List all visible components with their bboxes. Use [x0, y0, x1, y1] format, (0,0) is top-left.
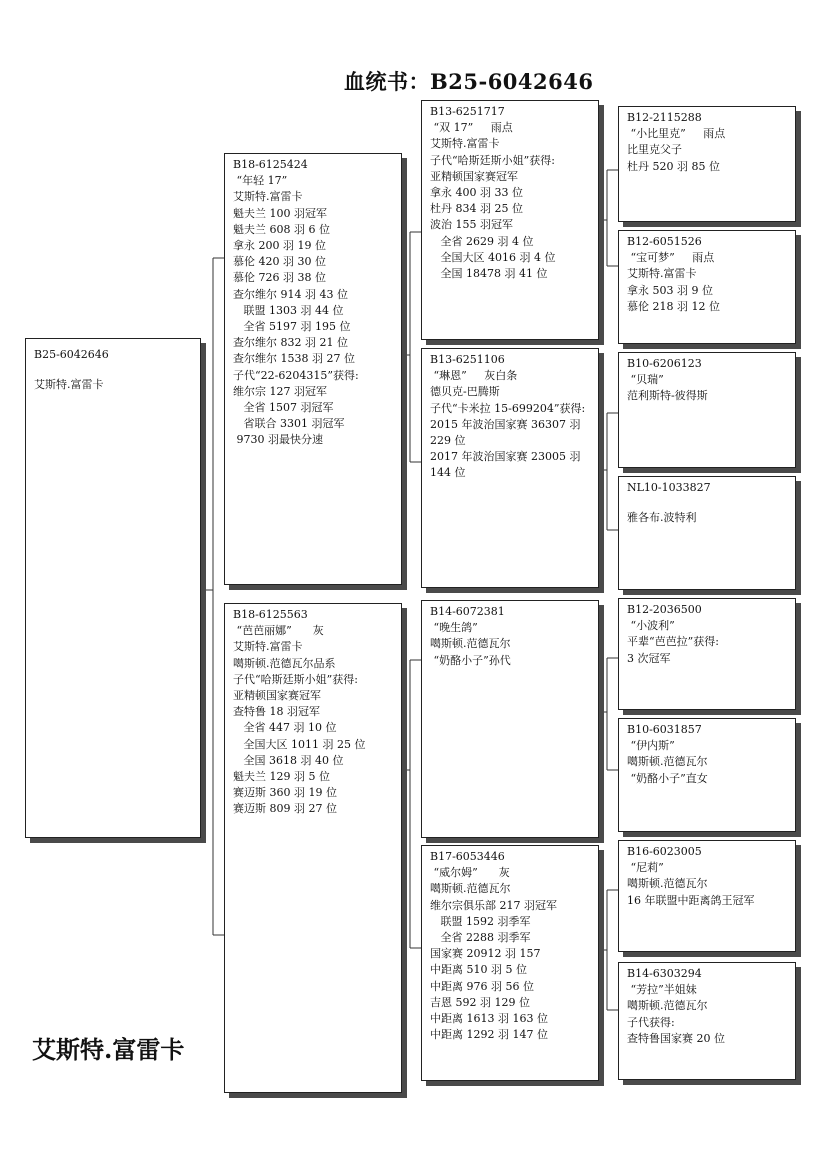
card-line: 2015 年波治国家赛 36307 羽 229 位	[430, 417, 584, 448]
ring-number: B18-6125424	[233, 158, 308, 171]
card-line: 查尔维尔 832 羽 21 位	[233, 336, 348, 350]
card-line: “芳拉”半姐妹	[627, 983, 697, 997]
card-line: 全国 18478 羽 41 位	[430, 267, 548, 281]
card-line: 中距离 1613 羽 163 位	[430, 1012, 548, 1026]
card-line: 德贝克-巴腾斯	[430, 385, 500, 399]
card-line: 查尔维尔 1538 羽 27 位	[233, 352, 355, 366]
card-line: 全省 5197 羽 195 位	[233, 320, 351, 334]
card-line: 全省 2629 羽 4 位	[430, 234, 534, 248]
dam-dam-sire-card	[618, 840, 796, 952]
card-line: 噶斯顿.范德瓦尔	[430, 637, 511, 651]
card-line: 全国大区 1011 羽 25 位	[233, 737, 366, 751]
card-line: 魁夫兰 608 羽 6 位	[233, 222, 330, 236]
sire-dam-dam-card	[618, 476, 796, 590]
dam-sire-card	[421, 600, 599, 838]
card-line: 慕伦 420 羽 30 位	[233, 255, 326, 269]
card-line: 子代获得:	[627, 1015, 675, 1029]
card-line: 全省 447 羽 10 位	[233, 721, 337, 735]
ring-number: B12-2036500	[627, 603, 702, 616]
dam-sire-sire-card	[618, 598, 796, 710]
card-line: 9730 羽最快分速	[233, 433, 323, 447]
card-line: 子代“哈斯廷斯小姐”获得:	[233, 672, 358, 686]
card-line: “晚生鸽”	[430, 621, 478, 635]
card-line: 拿永 400 羽 33 位	[430, 186, 523, 200]
sire-card	[224, 153, 402, 585]
ring-number: NL10-1033827	[627, 481, 711, 494]
card-line: 全国 3618 羽 40 位	[233, 753, 344, 767]
card-line: 魁夫兰 129 羽 5 位	[233, 770, 330, 784]
card-line: 维尔宗俱乐部 217 羽冠军	[430, 898, 557, 912]
dam-dam-card	[421, 845, 599, 1081]
card-line: 联盟 1303 羽 44 位	[233, 303, 344, 317]
ring-number: B10-6031857	[627, 723, 702, 736]
card-line: 全省 1507 羽冠军	[233, 401, 334, 415]
breeder-name: 艾斯特.富雷卡	[34, 378, 104, 392]
card-line: “宝可梦” 雨点	[627, 251, 715, 265]
card-line: 赛迈斯 809 羽 27 位	[233, 802, 337, 816]
card-line: 子代“22-6204315”获得:	[233, 368, 359, 382]
card-line: 雅各布.波特利	[627, 511, 697, 525]
card-line: 国家赛 20912 羽 157	[430, 947, 541, 961]
ring-number: B10-6206123	[627, 357, 702, 370]
card-line: “威尔姆” 灰	[430, 866, 510, 880]
card-line: 波治 155 羽冠军	[430, 218, 513, 232]
card-line: 慕伦 218 羽 12 位	[627, 299, 720, 313]
card-line: 全国大区 4016 羽 4 位	[430, 250, 556, 264]
dam-sire-dam-card	[618, 718, 796, 832]
card-line: 拿永 503 羽 9 位	[627, 283, 713, 297]
card-line: 2017 年波治国家赛 23005 羽 144 位	[430, 450, 584, 480]
ring-number: B17-6053446	[430, 850, 505, 863]
ring-number: B25-6042646	[34, 348, 109, 361]
sire-dam-card	[421, 348, 599, 588]
card-line: 16 年联盟中距离鸽王冠军	[627, 893, 755, 907]
card-line: 吉恩 592 羽 129 位	[430, 995, 530, 1009]
card-line: 噶斯顿.范德瓦尔	[430, 882, 511, 896]
card-line: “奶酪小子”直女	[627, 771, 708, 785]
card-line: 平辈“芭芭拉”获得:	[627, 635, 719, 649]
ring-number: B12-2115288	[627, 111, 702, 124]
card-line: 查特鲁国家赛 20 位	[627, 1031, 725, 1045]
ring-number: B14-6072381	[430, 605, 505, 618]
card-line: 噶斯顿.范德瓦尔	[627, 755, 708, 769]
card-line: “小波利”	[627, 619, 675, 633]
card-line: 中距离 1292 羽 147 位	[430, 1028, 548, 1042]
card-line: 亚精顿国家赛冠军	[430, 169, 518, 183]
card-line: 范利斯特-彼得斯	[627, 389, 708, 403]
ring-number: B18-6125563	[233, 608, 308, 621]
card-line: 拿永 200 羽 19 位	[233, 239, 326, 253]
card-line: 比里克父子	[627, 143, 682, 157]
card-line: 艾斯特.富雷卡	[233, 640, 303, 654]
card-line: 全省 2288 羽季军	[430, 931, 531, 945]
ring-number: B13-6251717	[430, 105, 505, 118]
card-line: “琳恩” 灰白条	[430, 369, 518, 383]
card-line: 查尔维尔 914 羽 43 位	[233, 287, 348, 301]
card-line: 查特鲁 18 羽冠军	[233, 705, 320, 719]
card-line: 艾斯特.富雷卡	[627, 267, 697, 281]
ring-number: B16-6023005	[627, 845, 702, 858]
card-line: 赛迈斯 360 羽 19 位	[233, 786, 337, 800]
card-line: 慕伦 726 羽 38 位	[233, 271, 326, 285]
card-line: “奶酪小子”孙代	[430, 653, 511, 667]
dam-dam-dam-card	[618, 962, 796, 1080]
pigeon-owner-name: 艾斯特.富雷卡	[32, 1035, 185, 1064]
card-line: “伊内斯”	[627, 739, 675, 753]
card-line: 魁夫兰 100 羽冠军	[233, 206, 327, 220]
subject-pigeon-card	[25, 338, 201, 838]
card-line: 杜丹 834 羽 25 位	[430, 202, 523, 216]
card-line: 噶斯顿.范德瓦尔	[627, 999, 708, 1013]
card-line: 噶斯顿.范德瓦尔	[627, 877, 708, 891]
card-line: 中距离 976 羽 56 位	[430, 979, 534, 993]
ring-number: B14-6303294	[627, 967, 702, 980]
card-line: 噶斯顿.范德瓦尔品系	[233, 656, 336, 670]
card-line: 子代“卡米拉 15-699204”获得:	[430, 401, 586, 415]
card-line: 亚精顿国家赛冠军	[233, 689, 321, 703]
card-line: “年轻 17”	[233, 174, 288, 188]
sire-sire-dam-card	[618, 230, 796, 344]
card-line: “芭芭丽娜” 灰	[233, 624, 324, 638]
card-line: 杜丹 520 羽 85 位	[627, 159, 720, 173]
sire-sire-card	[421, 100, 599, 340]
card-line: “贝瑞”	[627, 373, 664, 387]
card-line: 艾斯特.富雷卡	[430, 137, 500, 151]
card-line: 3 次冠军	[627, 651, 671, 665]
card-line: 维尔宗 127 羽冠军	[233, 384, 327, 398]
card-line: 联盟 1592 羽季军	[430, 914, 531, 928]
sire-sire-sire-card	[618, 106, 796, 222]
sire-dam-sire-card	[618, 352, 796, 468]
dam-card	[224, 603, 402, 1093]
ring-number: B12-6051526	[627, 235, 702, 248]
card-line: 省联合 3301 羽冠军	[233, 417, 345, 431]
page-title: 血统书：B25-6042646	[344, 69, 594, 94]
card-line: 艾斯特.富雷卡	[233, 190, 303, 204]
card-line: “双 17” 雨点	[430, 121, 513, 135]
ring-number: B13-6251106	[430, 353, 505, 366]
card-line: “小比里克” 雨点	[627, 127, 726, 141]
card-line: “尼莉”	[627, 861, 664, 875]
card-line: 中距离 510 羽 5 位	[430, 963, 527, 977]
card-line: 子代“哈斯廷斯小姐”获得:	[430, 153, 555, 167]
